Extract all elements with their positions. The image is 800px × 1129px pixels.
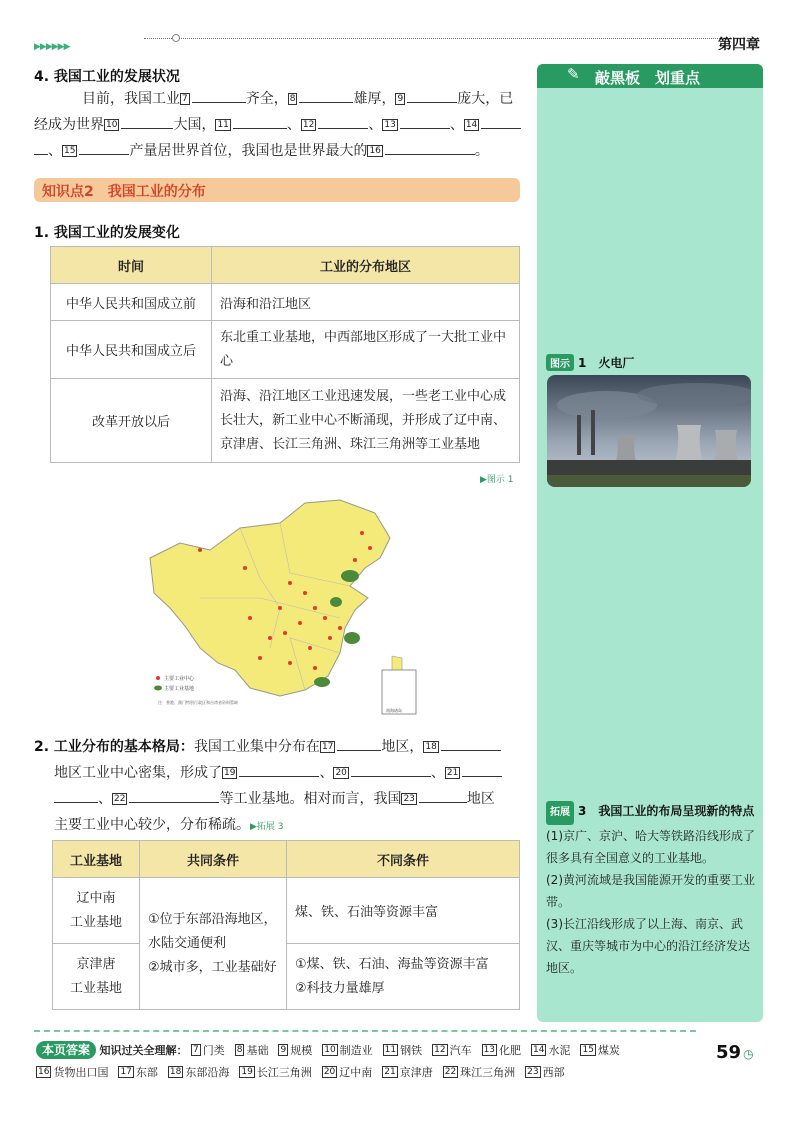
section-2-body: 2. 工业分布的基本格局：我国工业集中分布在 17 地区， 18 地区工业中心密集，形成了 19 、 20 、 21 、 22 等工业基地。相对而言，我国 23 地区 主要工业中心较少，分布稀疏。▶拓展 3 xyxy=(34,734,524,840)
extension-tag: 拓展 xyxy=(546,801,574,825)
blank-15[interactable] xyxy=(79,138,129,155)
extension-link[interactable]: ▶拓展 3 xyxy=(250,822,284,832)
power-plant-photo xyxy=(547,375,751,487)
answer-item: 14 水泥 xyxy=(533,1044,571,1057)
answer-item: 15 煤炭 xyxy=(582,1044,620,1057)
answer-item: 16 货物出口国 xyxy=(38,1066,109,1079)
blank-22[interactable] xyxy=(129,786,219,803)
map-inset-label: 南海诸岛 xyxy=(386,708,402,713)
clock-icon: ◷ xyxy=(743,1047,754,1061)
table-header: 不同条件 xyxy=(287,841,520,878)
table-header: 工业基地 xyxy=(53,841,140,878)
blank-11[interactable] xyxy=(233,112,287,129)
knowledge-point-label: 知识点2 我国工业的分布 xyxy=(42,184,206,200)
answers-tag: 本页答案 xyxy=(36,1041,96,1059)
blank-8[interactable] xyxy=(299,86,353,103)
figure-link[interactable]: ▶图示 1 xyxy=(480,475,514,485)
sidebar-title-bar xyxy=(537,64,763,88)
blank-18[interactable] xyxy=(441,734,501,751)
blank-10[interactable] xyxy=(121,112,173,129)
answer-item: 23 西部 xyxy=(527,1066,565,1079)
section-4-title: 4. 我国工业的发展状况 xyxy=(34,69,180,85)
figure-tag: 图示 xyxy=(546,354,574,371)
sidebar-title: 敲黑板 划重点 xyxy=(595,69,701,87)
answer-item: 18 东部沿海 xyxy=(169,1066,230,1079)
extension-item: (1)京广、京沪、哈大等铁路沿线形成了很多具有全国意义的工业基地。 xyxy=(546,829,755,865)
map-legend-base: 主要工业基地 xyxy=(164,686,195,692)
table-row: 中华人民共和国成立前 沿海和沿江地区 xyxy=(51,284,520,321)
table-header: 共同条件 xyxy=(140,841,287,878)
extension-item: (3)长江沿线形成了以上海、南京、武汉、重庆等城市为中心的沿江经济发达地区。 xyxy=(546,917,751,975)
blank-23[interactable] xyxy=(419,786,467,803)
page-number: 59 ◷ xyxy=(716,1042,754,1063)
answer-item: 7 门类 xyxy=(193,1044,225,1057)
answer-item: 22 珠江三角洲 xyxy=(444,1066,516,1079)
blank-20[interactable] xyxy=(351,760,431,777)
table-row: 中华人民共和国成立后 东北重工业基地，中西部地区形成了一大批工业中心 xyxy=(51,321,520,379)
answer-item: 17 东部 xyxy=(120,1066,158,1079)
section-1-title: 1. 我国工业的发展变化 xyxy=(34,225,180,241)
development-table xyxy=(50,246,520,463)
chapter-title: 第四章 xyxy=(718,37,760,53)
answer-item: 21 京津唐 xyxy=(384,1066,433,1079)
answer-item: 11 钢铁 xyxy=(384,1044,423,1057)
blank-16[interactable] xyxy=(385,138,475,155)
table-header: 工业的分布地区 xyxy=(212,247,520,284)
blank-12[interactable] xyxy=(318,112,368,129)
table-row: 改革开放以后 沿海、沿江地区工业迅速发展，一些老工业中心成长壮大，新工业中心不断涌现，并形成了辽中南、京津唐、长江三角洲、珠江三角洲等工业基地 xyxy=(51,379,520,463)
map-note: 注：香港、澳门特别行政区和台湾省资料暂缺 xyxy=(158,700,238,705)
knowledge-point-bar xyxy=(34,178,520,202)
blank-17[interactable] xyxy=(337,734,381,751)
answer-item: 20 辽中南 xyxy=(323,1066,373,1079)
table-header: 时间 xyxy=(51,247,212,284)
answer-item: 13 化肥 xyxy=(483,1044,522,1057)
industry-distribution-map xyxy=(140,498,430,720)
answer-item: 12 汽车 xyxy=(434,1044,472,1057)
header-decoration: ▶▶▶▶▶▶ xyxy=(34,34,704,44)
blank-19[interactable] xyxy=(239,760,319,777)
answers-bar: 本页答案 知识过关全理解： 7 门类 8 基础 9 规模 10 制造业 11 钢铁 12 汽车 13 化肥 14 水泥 15 煤炭16 货物出口国 17 东部 18 东部沿海 19 长江三角洲 20 辽中南 21 京津唐 22 珠江三角洲 23 西部 xyxy=(34,1030,696,1090)
section-4-body: 目前，我国工业 7 齐全， 8 雄厚， 9 庞大，已 经成为世界 10 大国， 11 、 12 、 13 、 14 、 15 产量居世界首位，我国也是世界最大的 16 。 xyxy=(34,86,524,164)
industrial-base-table xyxy=(52,840,520,1010)
blank-14[interactable] xyxy=(481,112,521,129)
answer-item: 8 基础 xyxy=(236,1044,269,1057)
blank-21[interactable] xyxy=(462,760,502,777)
table-row: 京津唐 工业基地 ①煤、铁、石油、海盐等资源丰富 ②科技力量雄厚 xyxy=(53,944,520,1010)
map-legend-center: 主要工业中心 xyxy=(164,676,195,682)
teacher-icon: ✎ xyxy=(567,65,580,83)
answer-item: 10 制造业 xyxy=(324,1044,373,1057)
blank-13[interactable] xyxy=(400,112,450,129)
answer-item: 9 规模 xyxy=(280,1044,313,1057)
blank-7[interactable] xyxy=(192,86,246,103)
extension-3-block: 拓展 3 我国工业的布局呈现新的特点 (1)京广、京沪、哈大等铁路沿线形成了很多具有全国意义的工业基地。 (2)黄河流域是我国能源开发的重要工业带。 (3)长江沿线形成了以上海、南京、武汉、重庆等城市为中心的沿江经济发达地区。 xyxy=(546,800,756,979)
answer-item: 19 长江三角洲 xyxy=(241,1066,312,1079)
extension-3-title: 我国工业的布局呈现新的特点 xyxy=(598,804,755,818)
figure-1-caption: 图示 1 火电厂 xyxy=(546,354,634,371)
table-row: 辽中南 工业基地 ①位于东部沿海地区，水陆交通便利 ②城市多，工业基础好 煤、铁、石油等资源丰富 xyxy=(53,878,520,944)
extension-item: (2)黄河流域是我国能源开发的重要工业带。 xyxy=(546,873,755,909)
blank-9[interactable] xyxy=(407,86,457,103)
